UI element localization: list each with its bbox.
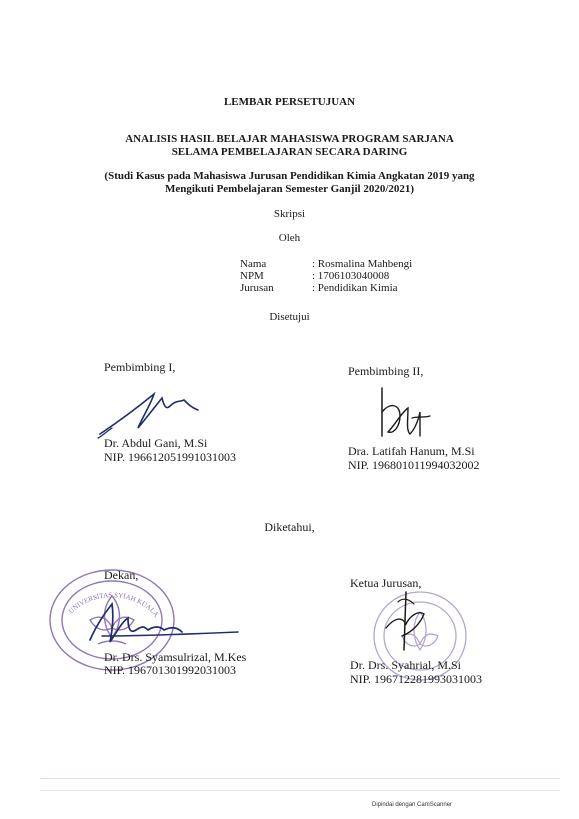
thesis-title-line2: SELAMA PEMBELAJARAN SECARA DARING <box>171 146 408 158</box>
by-label: Oleh <box>278 232 301 244</box>
thesis-subtitle-line2: Mengikuti Pembelajaran Semester Ganjil 2020/2021) <box>164 183 415 195</box>
scan-artifact-line <box>40 778 560 779</box>
advisor2-nip: NIP. 196801011994032002 <box>348 458 480 472</box>
advisor2-signature <box>368 382 438 444</box>
head-signature <box>376 588 432 658</box>
identity-label-npm: NPM <box>240 270 264 282</box>
identity-label-name: Nama <box>240 258 267 270</box>
identity-value-name: : Rosmalina Mahbengi <box>312 258 413 270</box>
dean-nip: NIP. 196701301992031003 <box>104 663 237 677</box>
advisor2-role: Pembimbing II, <box>348 364 424 378</box>
dean-role: Dekan, <box>104 568 139 582</box>
document-type: Skripsi <box>273 208 306 220</box>
identity-value-npm: : 1706103040008 <box>312 270 390 282</box>
thesis-subtitle-line1: (Studi Kasus pada Mahasiswa Jurusan Pendidikan Kimia Angkatan 2019 yang <box>104 170 475 182</box>
page-heading: LEMBAR PERSETUJUAN <box>223 96 356 108</box>
scan-artifact-line <box>40 790 560 791</box>
stamp-left-text: UNIVERSITAS SYIAH KUALA <box>67 591 161 619</box>
advisor1-signature <box>92 384 212 444</box>
head-role: Ketua Jurusan, <box>350 576 422 590</box>
dean-name: Dr. Drs. Syamsulrizal, M.Kes <box>104 650 247 664</box>
thesis-title-line1: ANALISIS HASIL BELAJAR MAHASISWA PROGRAM SARJANA <box>125 133 454 145</box>
advisor1-name: Dr. Abdul Gani, M.Si <box>104 436 208 450</box>
advisor1-nip: NIP. 196612051991031003 <box>104 450 237 464</box>
identity-value-department: : Pendidikan Kimia <box>312 282 398 294</box>
dean-signature <box>82 596 242 652</box>
head-nip: NIP. 196712281993031003 <box>350 672 483 686</box>
advisor1-role: Pembimbing I, <box>104 360 176 374</box>
approved-label: Disetujui <box>269 311 310 323</box>
known-label: Diketahui, <box>264 520 315 534</box>
advisor2-name: Dra. Latifah Hanum, M.Si <box>348 444 475 458</box>
identity-label-department: Jurusan <box>240 282 274 294</box>
head-name: Dr. Drs. Syahrial, M.Si <box>350 658 461 672</box>
scanner-watermark: Dipindai dengan CamScanner <box>372 802 453 808</box>
